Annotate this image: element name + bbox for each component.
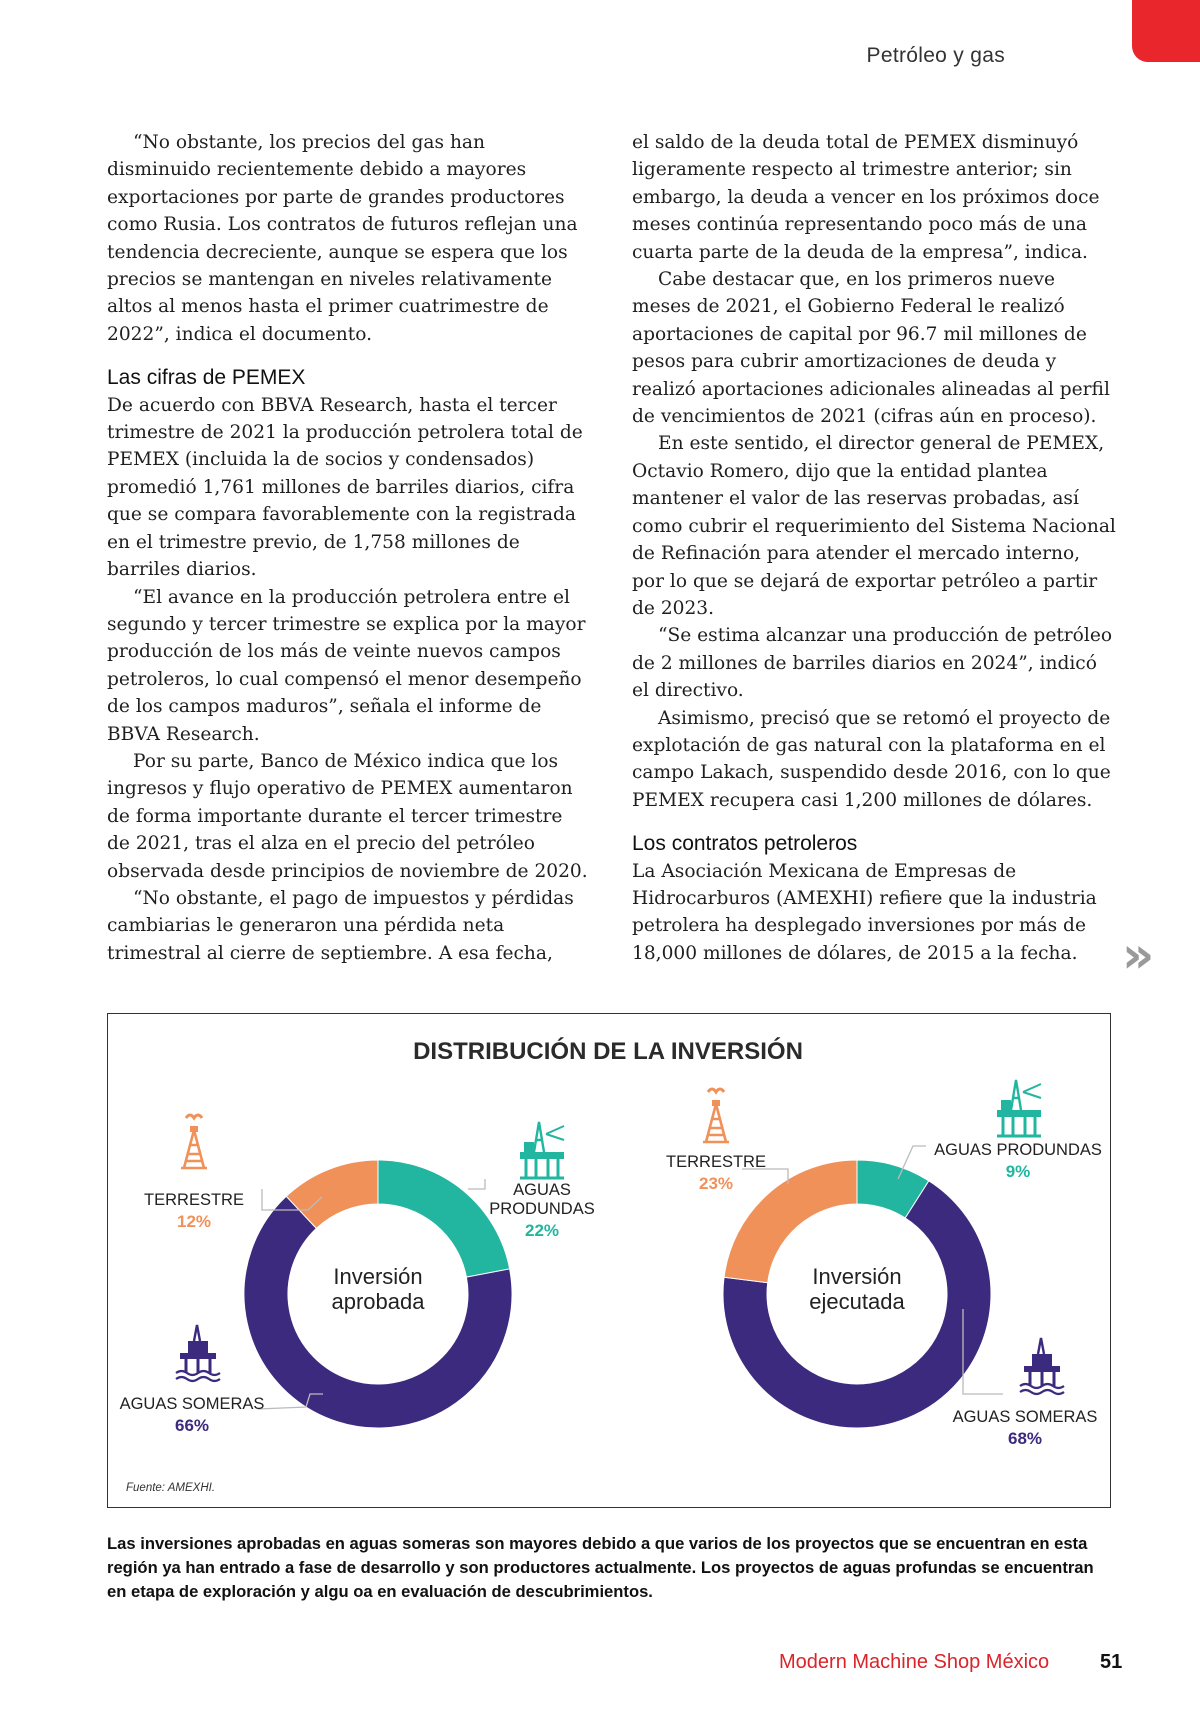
page-number: 51	[1100, 1651, 1123, 1673]
pct-terrestre: 12%	[176, 1212, 212, 1231]
offshore-rig-icon	[520, 1122, 564, 1178]
donut-center-label: aprobada	[331, 1289, 425, 1314]
investment-figure	[107, 1013, 1111, 1508]
paragraph: “Se estima alcanzar una producción de petróleo de 2 millones de barriles diarios en 2024”, indicó el directivo.	[632, 625, 1113, 702]
paragraph: La Asociación Mexicana de Empresas de Hidrocarburos (AMEXHI) refiere que la industria petrolera ha desplegado inversiones por más de 18,000 millones de dólares, de 2015 a la fecha.	[632, 860, 1097, 964]
section-title: Petróleo y gas	[866, 44, 1005, 67]
pct-terrestre: 23%	[698, 1174, 734, 1193]
magazine-name: Modern Machine Shop México	[779, 1651, 1050, 1673]
donut-center-label: Inversión	[812, 1264, 902, 1289]
oil-derrick-icon	[181, 1115, 207, 1168]
offshore-rig-icon	[997, 1080, 1041, 1136]
paragraph: “No obstante, los precios del gas han disminuido recientemente debido a mayores exportaciones por parte de grandes productores como Rusia. Los contratos de futuros reflejan una tendencia decreciente, aunque se espera que los precios se mantengan en niveles relativamente altos al menos hasta el primer cuatrimestre de 2022”, indica el documento.	[107, 132, 578, 345]
paragraph: De acuerdo con BBVA Research, hasta el tercer trimestre de 2021 la producción petrolera total de PEMEX (incluida la de socios y condensados) promedió 1,761 millones de barriles diarios, cifra que se compara favorablemente con la registrada en el trimestre previo, de 1,758 millones de barriles diarios.	[107, 394, 583, 581]
figure-caption: Las inversiones aprobadas en aguas someras son mayores debido a que varios de los proyectos que se encuentran en esta región ya han entrado a fase de desarrollo y son productores actualmente. Los proyectos de aguas profundas se encuentran en etapa de exploración y algu oa en evaluación de descubrimientos.	[107, 1534, 1094, 1601]
paragraph: Cabe destacar que, en los primeros nueve meses de 2021, el Gobierno Federal le realizó aportaciones de capital por 96.7 mil millones de pesos para cubrir amortizaciones de deuda y realizó aportaciones adicionales alineadas al perfil de vencimientos de 2021 (cifras aún en proceso).	[632, 269, 1110, 428]
left-column	[107, 129, 591, 967]
donut-slice-aguas-produndas	[378, 1160, 510, 1277]
figure-source: Fuente: AMEXHI.	[126, 1482, 216, 1494]
label-someras: AGUAS SOMERAS	[952, 1408, 1098, 1426]
donut-center-label: ejecutada	[809, 1289, 905, 1314]
right-column	[632, 129, 1116, 967]
pct-someras: 68%	[1007, 1429, 1043, 1448]
shallow-platform-icon	[1020, 1338, 1064, 1394]
paragraph: el saldo de la deuda total de PEMEX disminuyó ligeramente respecto al trimestre anterior; sin embargo, la deuda a vencer en los próximos doce meses continúa representando poco más de una cuarta parte de la deuda de la empresa”, indica.	[632, 132, 1100, 263]
shallow-platform-icon	[176, 1325, 220, 1381]
investment-chart-svg	[108, 1014, 1109, 1506]
subheading: Las cifras de PEMEX	[107, 366, 306, 390]
subheading: Los contratos petroleros	[632, 832, 858, 856]
label-terrestre: TERRESTRE	[144, 1191, 244, 1209]
pct-profundas: 22%	[524, 1221, 560, 1240]
donut-center-label: Inversión	[333, 1264, 423, 1289]
leader-line	[468, 1179, 485, 1189]
paragraph: “El avance en la producción petrolera entre el segundo y tercer trimestre se explica por la mayor producción de los más de veinte nuevos campos petroleros, lo cual compensó el menor desempeño de los campos maduros”, señala el informe de BBVA Research.	[107, 586, 586, 745]
paragraph: Por su parte, Banco de México indica que los ingresos y flujo operativo de PEMEX aumentaron de forma importante durante el tercer trimestre de 2021, tras el alza en el precio del petróleo observada desde principios de noviembre de 2020.	[107, 750, 588, 882]
paragraph: Asimismo, precisó que se retomó el proyecto de explotación de gas natural con la plataforma en el campo Lakach, suspendido desde 2016, con lo que PEMEX recupera casi 1,200 millones de dólares.	[632, 707, 1111, 811]
paragraph: En este sentido, el director general de PEMEX, Octavio Romero, dijo que la entidad plantea mantener el valor de las reservas probadas, así como cubrir el requerimiento del Sistema Nacional de Refinación para atender el mercado interno, por lo que se dejará de exportar petróleo a partir de 2023.	[632, 433, 1116, 619]
leader-line	[742, 1169, 788, 1184]
paragraph: “No obstante, el pago de impuestos y pérdidas cambiarias le generaron una pérdida neta trimestral al cierre de septiembre. A esa fecha,	[107, 887, 574, 964]
figure-title: DISTRIBUCIÓN DE LA INVERSIÓN	[413, 1038, 803, 1065]
label-profundas: AGUAS	[513, 1181, 571, 1199]
section-tab	[1132, 0, 1200, 62]
label-someras: AGUAS SOMERAS	[119, 1395, 265, 1413]
label-terrestre: TERRESTRE	[666, 1153, 766, 1171]
pct-profundas: 9%	[1005, 1162, 1031, 1181]
pct-someras: 66%	[174, 1416, 210, 1435]
oil-derrick-icon	[703, 1089, 729, 1142]
label-profundas: PRODUNDAS	[489, 1200, 595, 1218]
continue-arrow-icon: »	[1122, 926, 1155, 984]
label-profundas: AGUAS PRODUNDAS	[934, 1141, 1102, 1159]
